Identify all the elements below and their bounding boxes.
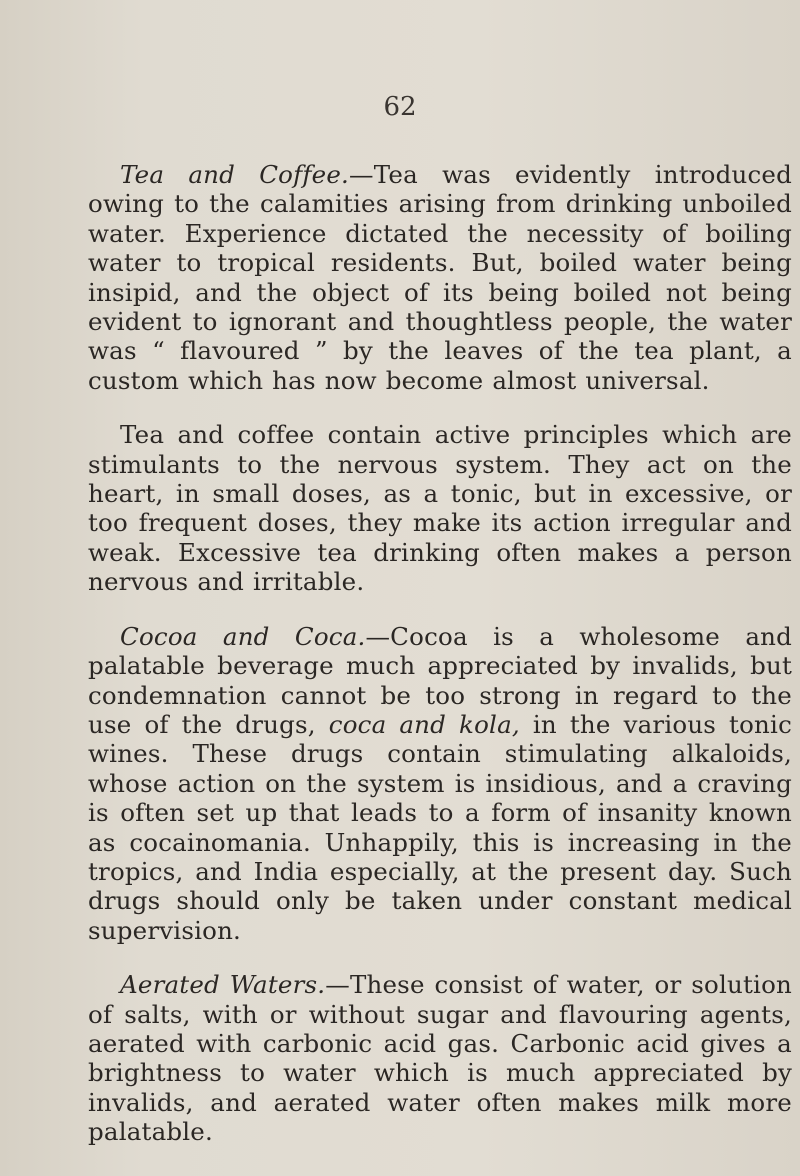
paragraph-tea-and-coffee xyxy=(88,160,792,395)
paragraph-body: Tea and coffee contain active principles which are stimulants to the nervous system. They act on the heart, in small doses, as a tonic, but in excessive, or too frequent doses, they make its action irregular and weak. Excessive tea drinking often makes a person nervous and irritable. xyxy=(88,420,792,597)
section-heading-tea-and-coffee: Tea and Coffee. xyxy=(120,160,350,189)
paragraph-tea-stimulants xyxy=(88,420,792,596)
page-number: 62 xyxy=(383,92,417,122)
section-heading-cocoa-and-coca: Cocoa and Coca. xyxy=(120,621,366,651)
paragraph-body-end: in the various tonic wines. These drugs contain stimulating alkaloids, whose action on the system is insidious, and a craving is often set up that leads to a form of insanity known as cocainomania. Unhappily, this is increasing in the tropics, and India especially, at the present day. Such drugs should only be taken under constant medical supervision. xyxy=(88,709,792,945)
section-heading-aerated-waters: Aerated Waters. xyxy=(120,970,326,1000)
paragraph-body: —Tea was evidently introduced owing to the calamities arising from drinking unboiled water. Experience dictated the necessity of boiling water to tropical residents. But, boiled water being insipid, and the object of its being boiled not being evident to ignorant and thoughtless people, the water was “ flavoured ” by the leaves of the tea plant, a custom which has now become almost universal. xyxy=(88,160,793,395)
paragraph-body-start: —Cocoa is a wholesome and palatable beverage much appreciated by invalids, but condemnation cannot be too strong in regard to the use of the drugs, xyxy=(88,621,792,739)
paragraph-aerated-waters xyxy=(88,970,792,1146)
paragraph-cocoa-and-coca xyxy=(88,622,792,945)
emphasis-coca-kola: coca and kola, xyxy=(328,709,520,739)
text-block xyxy=(88,160,792,1172)
paragraph-body: —These consist of water, or solution of salts, with or without sugar and flavouring agents, aerated with carbonic acid gas. Carbonic acid gives a brightness to water which is much appreciated by invalids, and aerated water often makes milk more palatable. xyxy=(88,970,792,1147)
